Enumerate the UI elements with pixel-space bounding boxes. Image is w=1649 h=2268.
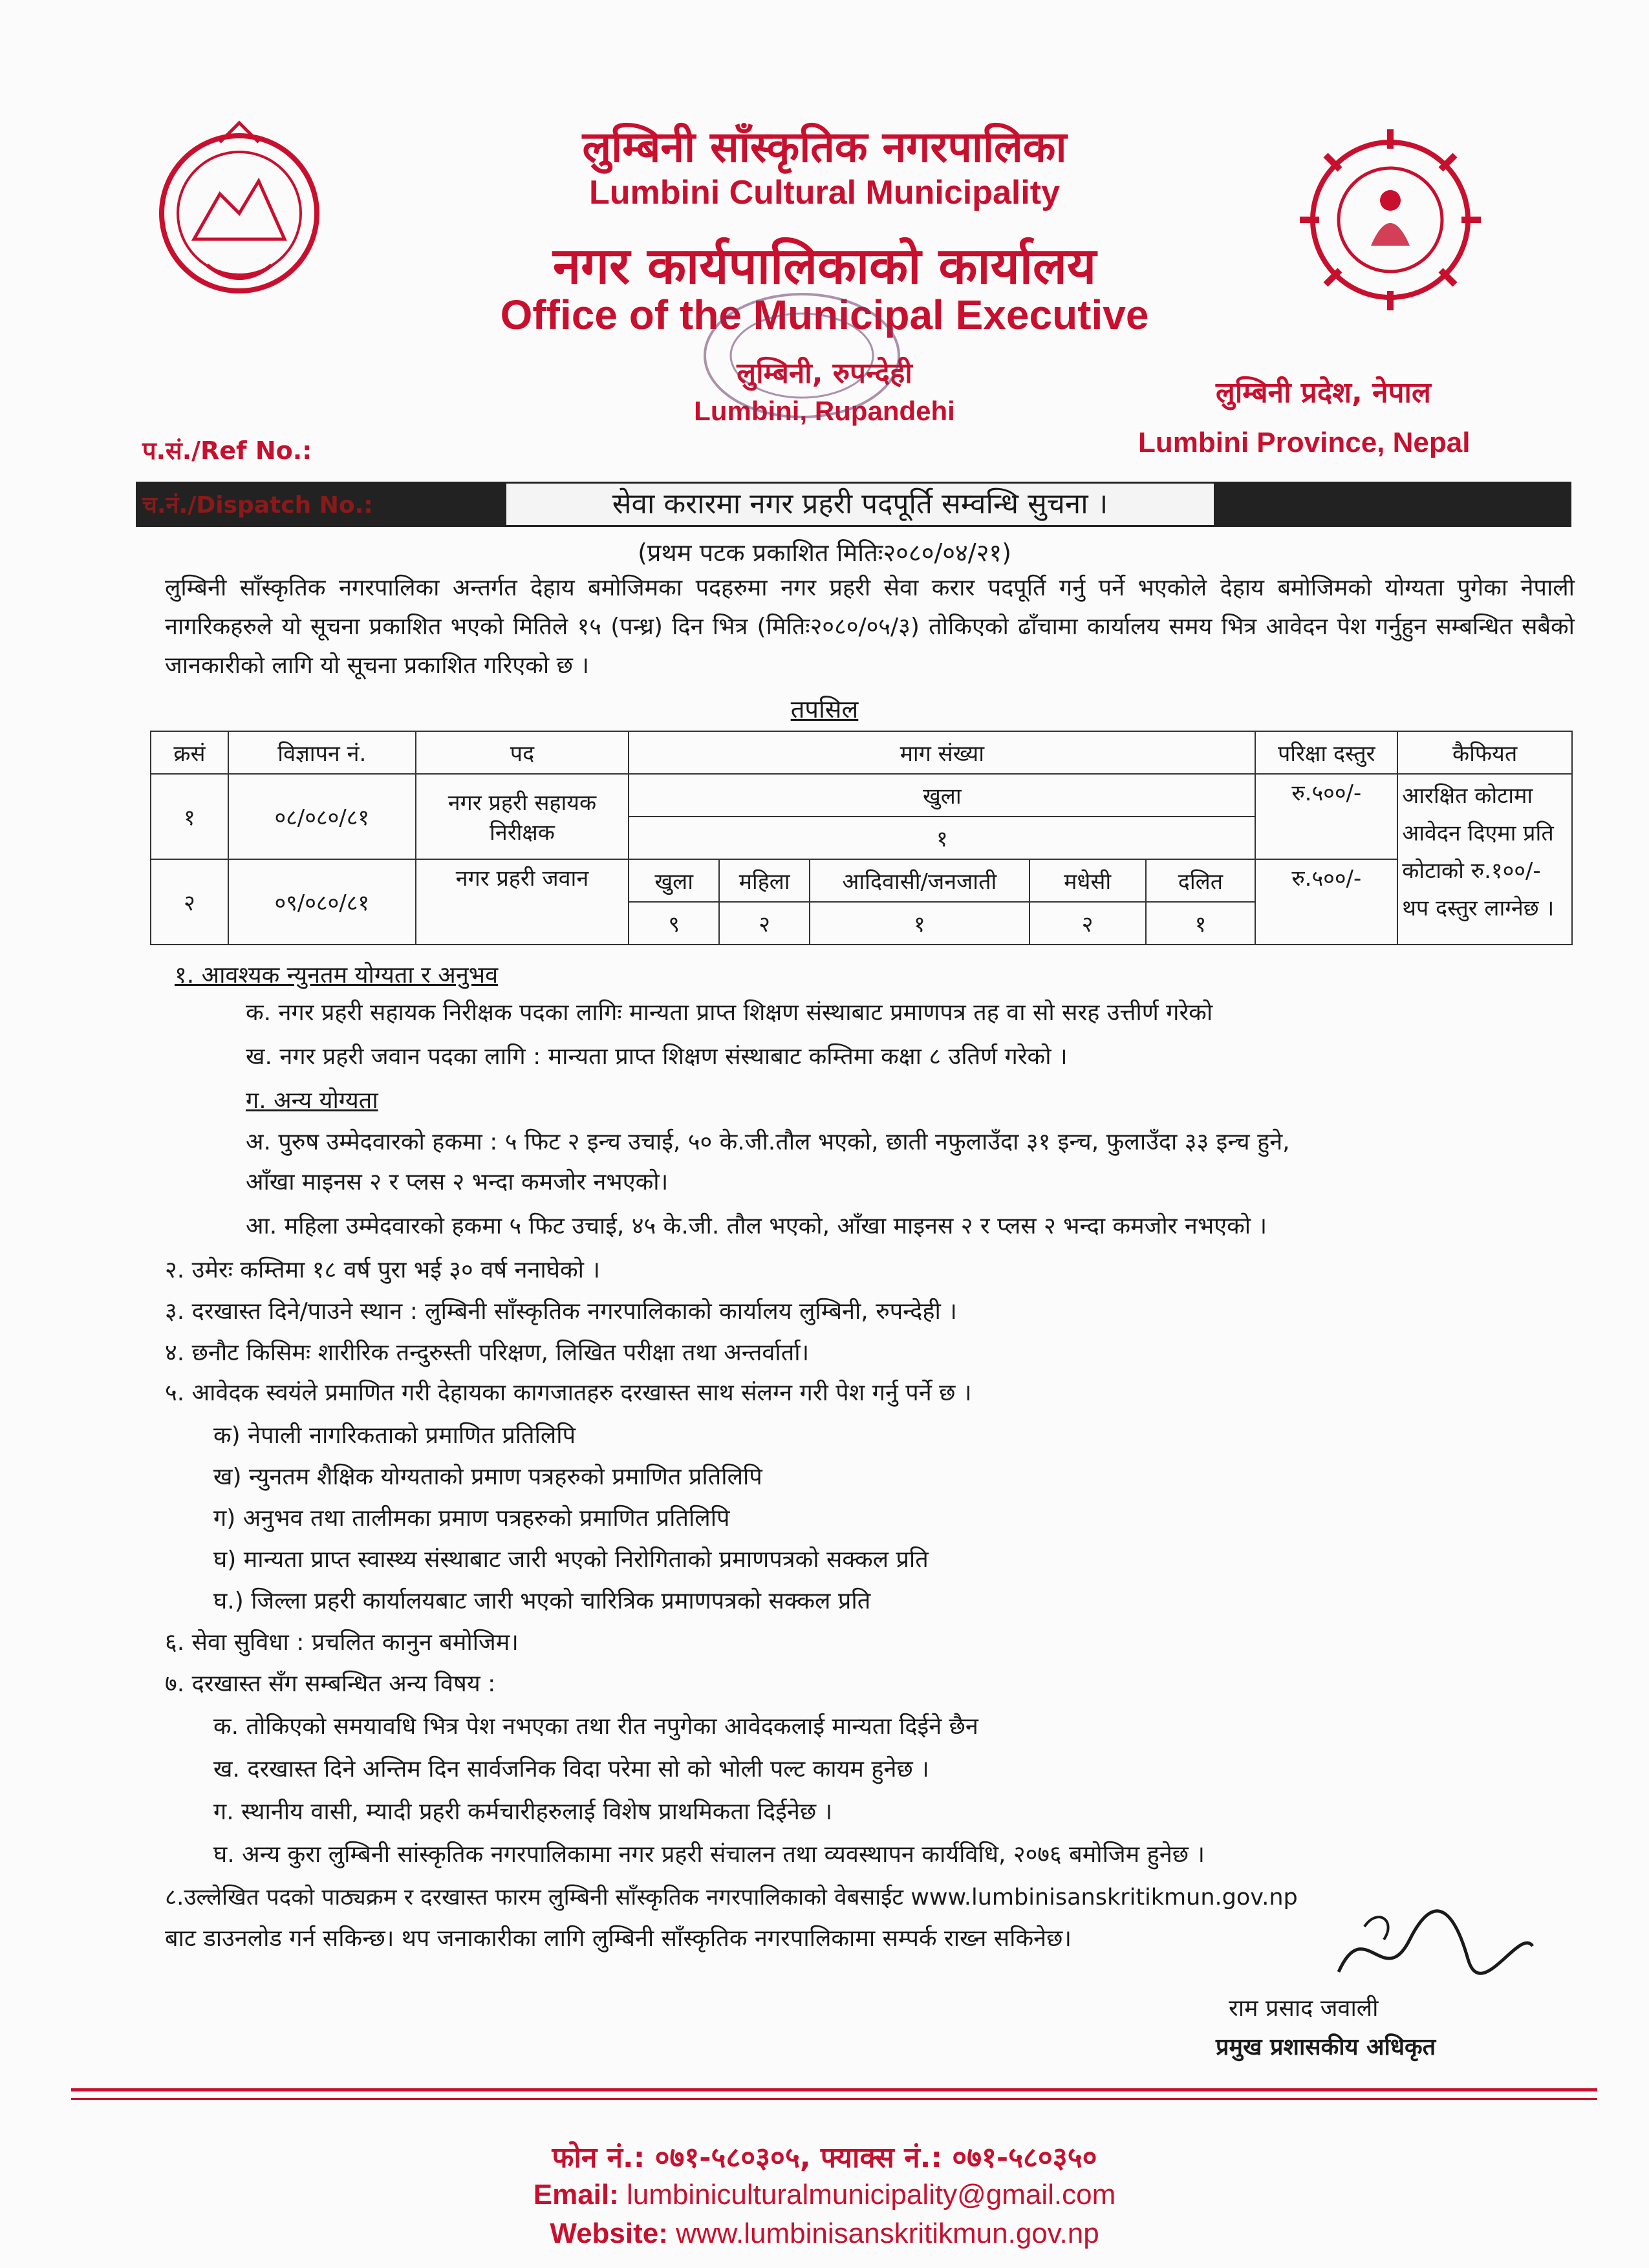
location-nepali: लुम्बिनी, रुपन्देही <box>737 357 912 390</box>
header-demand: माग संख्या <box>629 731 1255 774</box>
signatory-name: राम प्रसाद जवाली <box>1229 1995 1379 2022</box>
section-5e: घ.) जिल्ला प्रहरी कार्यालयबाट जारी भएको चारित्रिक प्रमाणपत्रको सक्कल प्रति <box>213 1588 871 1614</box>
province-english: Lumbini Province, Nepal <box>1138 427 1471 458</box>
section-5b: ख) न्युनतम शैक्षिक योग्यताको प्रमाण पत्रहरुको प्रमाणित प्रतिलिपि <box>213 1464 762 1490</box>
section-2-age: २. उमेरः कम्तिमा १८ वर्ष पुरा भई ३० वर्ष ननाघेको । <box>165 1257 601 1283</box>
section-8-website: ८.उल्लेखित पदको पाठ्यक्रम र दरखास्त फारम लुम्बिनी साँस्कृतिक नगरपालिकाको वेबसाईट www.lumbinisanskritikmun.gov.np <box>165 1885 1298 1910</box>
remarks-cell: आरक्षित कोटामा आवेदन दिएमा प्रति कोटाको रु.१००/- थप दस्तुर लाग्नेछ । <box>1397 774 1572 945</box>
footer-phone: फोन नं.: ०७१-५८०३०५, फ्याक्स नं.: ०७१-५८०३५० <box>552 2141 1097 2174</box>
location-english: Lumbini, Rupandehi <box>694 396 955 426</box>
ref-number-label: प.सं./Ref No.: <box>142 436 312 465</box>
office-stamp <box>698 284 905 427</box>
notice-intro: लुम्बिनी साँस्कृतिक नगरपालिका अन्तर्गत देहाय बमोजिमका पदहरुमा नगर प्रहरी सेवा करार पदपूर्ति गर्नु पर्ने भएकोले देहाय बमोजिमको योग्यता पुगेका नेपाली नागरिकहरुले यो सूचना प्रकाशित भएको मितिले १५ (पन्ध्र) दिन भित्र (मितिः२०८०/०५/३) तोकिएको ढाँचामा कार्यालय समय भित्र आवेदन पेश गर्नुहुन सम्बन्धित सबैको जानकारीको लागि यो सूचना प्रकाशित गरिएको छ । <box>165 575 1575 679</box>
row2-cat-women: महिला <box>719 859 810 902</box>
section-7d: घ. अन्य कुरा लुम्बिनी सांस्कृतिक नगरपालिकामा नगर प्रहरी संचालन तथा व्यवस्थापन कार्यविधि, २०७६ बमोजिम हुनेछ । <box>213 1841 1205 1868</box>
section-1c-men: अ. पुरुष उम्मेदवारको हकमा : ५ फिट २ इन्च उचाई, ५० के.जी.तौल भएको, छाती नफुलाउँदा ३१ इन्च, फुलाउँदा ३३ इन्च हुने, <box>246 1129 1290 1155</box>
header-remarks: कैफियत <box>1397 731 1572 774</box>
website-link[interactable]: www.lumbinisanskritikmun.gov.np <box>676 2218 1099 2249</box>
row2-count-indigenous: १ <box>810 902 1029 945</box>
footer-divider-thin <box>71 2098 1597 2100</box>
municipality-name-english: Lumbini Cultural Municipality <box>589 174 1060 211</box>
header-sn: क्रसं <box>151 731 228 774</box>
row1-sn: १ <box>151 774 228 859</box>
row1-open-label: खुला <box>629 774 1255 817</box>
signature <box>1326 1901 1546 1998</box>
row1-fee: रु.५००/- <box>1255 774 1397 859</box>
province-nepali: लुम्बिनी प्रदेश, नेपाल <box>1216 376 1431 409</box>
section-1-heading: १. आवश्यक न्युनतम योग्यता र अनुभव <box>175 962 499 989</box>
row2-count-women: २ <box>719 902 810 945</box>
section-5-documents: ५. आवेदक स्वयंले प्रमाणित गरी देहायका कागजातहरु दरखास्त साथ संलग्न गरी पेश गर्नु पर्ने छ । <box>165 1380 972 1406</box>
table-header-row <box>151 731 1572 774</box>
notice-title: सेवा करारमा नगर प्रहरी पदपूर्ति सम्वन्धि सुचना । <box>504 482 1216 527</box>
publish-date: (प्रथम पटक प्रकाशित मितिः२०८०/०४/२१) <box>638 539 1011 567</box>
schedule-label: तपसिल <box>790 695 859 723</box>
table-row <box>151 859 1572 902</box>
row2-count-madhesi: २ <box>1029 902 1146 945</box>
row2-adv-no: ०९/०८०/८१ <box>228 859 416 945</box>
office-name-nepali: नगर कार्यपालिकाको कार्यालय <box>552 237 1097 295</box>
row1-adv-no: ०८/०८०/८१ <box>228 774 416 859</box>
section-4-selection: ४. छनौट किसिमः शारीरिक तन्दुरुस्ती परिक्षण, लिखित परीक्षा तथा अन्तर्वार्ता। <box>165 1340 810 1366</box>
row2-cat-open: खुला <box>629 859 719 902</box>
municipality-name-nepali: लुम्बिनी साँस्कृतिक नगरपालिका <box>582 122 1067 172</box>
row1-count: १ <box>629 817 1255 859</box>
email-address[interactable]: lumbiniculturalmunicipality@gmail.com <box>627 2179 1116 2210</box>
section-8-download: बाट डाउनलोड गर्न सकिन्छ। थप जनाकारीका लागि लुम्बिनी साँस्कृतिक नगरपालिकामा सम्पर्क राख्न सकिनेछ। <box>165 1925 1072 1952</box>
row2-cat-madhesi: मधेसी <box>1029 859 1146 902</box>
header-fee: परिक्षा दस्तुर <box>1255 731 1397 774</box>
signatory-title: प्रमुख प्रशासकीय अधिकृत <box>1216 2034 1436 2060</box>
row2-count-open: ९ <box>629 902 719 945</box>
row2-cat-dalit: दलित <box>1146 859 1256 902</box>
section-5d: घ) मान्यता प्राप्त स्वास्थ्य संस्थाबाट जारी भएको निरोगिताको प्रमाणपत्रको सक्कल प्रति <box>213 1546 929 1573</box>
website-label: Website: <box>550 2218 668 2249</box>
row2-fee: रु.५००/- <box>1255 859 1397 945</box>
footer-email <box>0 2179 1649 2211</box>
section-7c: ग. स्थानीय वासी, म्यादी प्रहरी कर्मचारीहरुलाई विशेष प्राथमिकता दिईनेछ । <box>213 1799 833 1825</box>
section-3-place: ३. दरखास्त दिने/पाउने स्थान : लुम्बिनी साँस्कृतिक नगरपालिकाको कार्यालय लुम्बिनी, रुपन्देही । <box>165 1298 957 1325</box>
footer-website <box>0 2218 1649 2250</box>
header-post: पद <box>416 731 629 774</box>
section-7b: ख. दरखास्त दिने अन्तिम दिन सार्वजनिक विदा परेमा सो को भोली पल्ट कायम हुनेछ । <box>213 1756 929 1782</box>
row2-cat-indigenous: आदिवासी/जनजाती <box>810 859 1029 902</box>
row2-post: नगर प्रहरी जवान <box>416 859 629 945</box>
header-adv-no: विज्ञापन नं. <box>228 731 416 774</box>
row1-post: नगर प्रहरी सहायक निरीक्षक <box>416 774 629 859</box>
row2-count-dalit: १ <box>1146 902 1256 945</box>
table-row <box>151 774 1572 817</box>
footer-divider <box>71 2088 1597 2091</box>
dispatch-number-label: च.नं./Dispatch No.: <box>142 492 373 519</box>
vacancy-table <box>150 731 1573 945</box>
section-6-facility: ६. सेवा सुविधा : प्रचलित कानुन बमोजिम। <box>165 1629 519 1656</box>
row2-sn: २ <box>151 859 228 945</box>
section-1a: क. नगर प्रहरी सहायक निरीक्षक पदका लागिः मान्यता प्राप्त शिक्षण संस्थाबाट प्रमाणपत्र तह वा सो सरह उत्तीर्ण गरेको <box>246 1000 1213 1026</box>
section-5c: ग) अनुभव तथा तालीमका प्रमाण पत्रहरुको प्रमाणित प्रतिलिपि <box>213 1505 730 1532</box>
section-1b: ख. नगर प्रहरी जवान पदका लागि : मान्यता प्राप्त शिक्षण संस्थाबाट कम्तिमा कक्षा ८ उतिर्ण गरेको । <box>246 1043 1068 1070</box>
section-1c-men-eyes: आँखा माइनस २ र प्लस २ भन्दा कमजोर नभएको। <box>246 1169 669 1195</box>
section-7-other: ७. दरखास्त सँग सम्बन्धित अन्य विषय : <box>165 1671 496 1697</box>
section-1c: ग. अन्य योग्यता <box>246 1087 378 1114</box>
email-label: Email: <box>533 2179 619 2210</box>
section-5a: क) नेपाली नागरिकताको प्रमाणित प्रतिलिपि <box>213 1422 576 1449</box>
section-7a: क. तोकिएको समयावधि भित्र पेश नभएका तथा रीत नपुगेका आवेदकलाई मान्यता दिईने छैन <box>213 1713 978 1740</box>
section-1c-women: आ. महिला उम्मेदवारको हकमा ५ फिट उचाई, ४५ के.जी. तौल भएको, आँखा माइनस २ र प्लस २ भन्दा कमजोर नभएको । <box>246 1213 1267 1239</box>
office-name-english: Office of the Municipal Executive <box>500 292 1149 338</box>
